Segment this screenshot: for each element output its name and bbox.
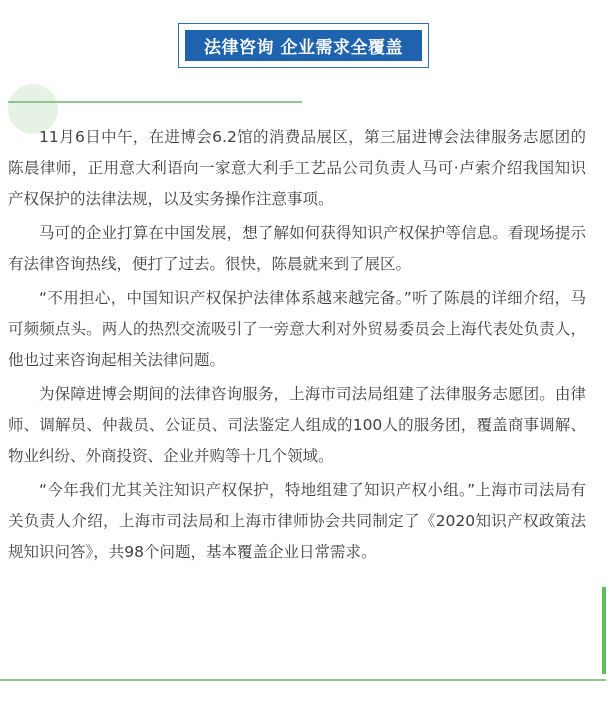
paragraph-4: 为保障进博会期间的法律咨询服务，上海市司法局组建了法律服务志愿团。由律师、调解员、仲裁员、公证员、司法鉴定人组成的100人的服务团，覆盖商事调解、物业纠纷、外商投资、企业并购等十几个领域。 bbox=[8, 385, 586, 465]
title-frame bbox=[178, 23, 429, 68]
paragraph-3: “不用担心，中国知识产权保护法律体系越来越完备。”听了陈晨的详细介绍，马可频频点头。两人的热烈交流吸引了一旁意大利对外贸易委员会上海代表处负责人，他也过来咨询起相关法律问题。 bbox=[8, 289, 586, 369]
section-title: 法律咨询 企业需求全覆盖 bbox=[185, 30, 422, 61]
paragraph-5: “今年我们尤其关注知识产权保护，特地组建了知识产权小组。”上海市司法局有关负责人介绍，上海市司法局和上海市律师协会共同制定了《2020知识产权政策法规知识问答》，共98个问题，基本覆盖企业日常需求。 bbox=[8, 481, 586, 561]
paragraph-1: 11月6日中午，在进博会6.2馆的消费品展区，第三届进博会法律服务志愿团的陈晨律师，正用意大利语向一家意大利手工艺品公司负责人马可·卢索介绍我国知识产权保护的法律法规，以及实务操作注意事项。 bbox=[8, 128, 586, 208]
paragraph-2: 马可的企业打算在中国发展，想了解如何获得知识产权保护等信息。看现场提示有法律咨询热线，便打了过去。很快，陈晨就来到了展区。 bbox=[8, 224, 586, 273]
article-body bbox=[8, 122, 586, 571]
side-accent-bar bbox=[602, 587, 606, 674]
top-divider bbox=[8, 101, 302, 103]
bottom-divider bbox=[0, 679, 606, 681]
